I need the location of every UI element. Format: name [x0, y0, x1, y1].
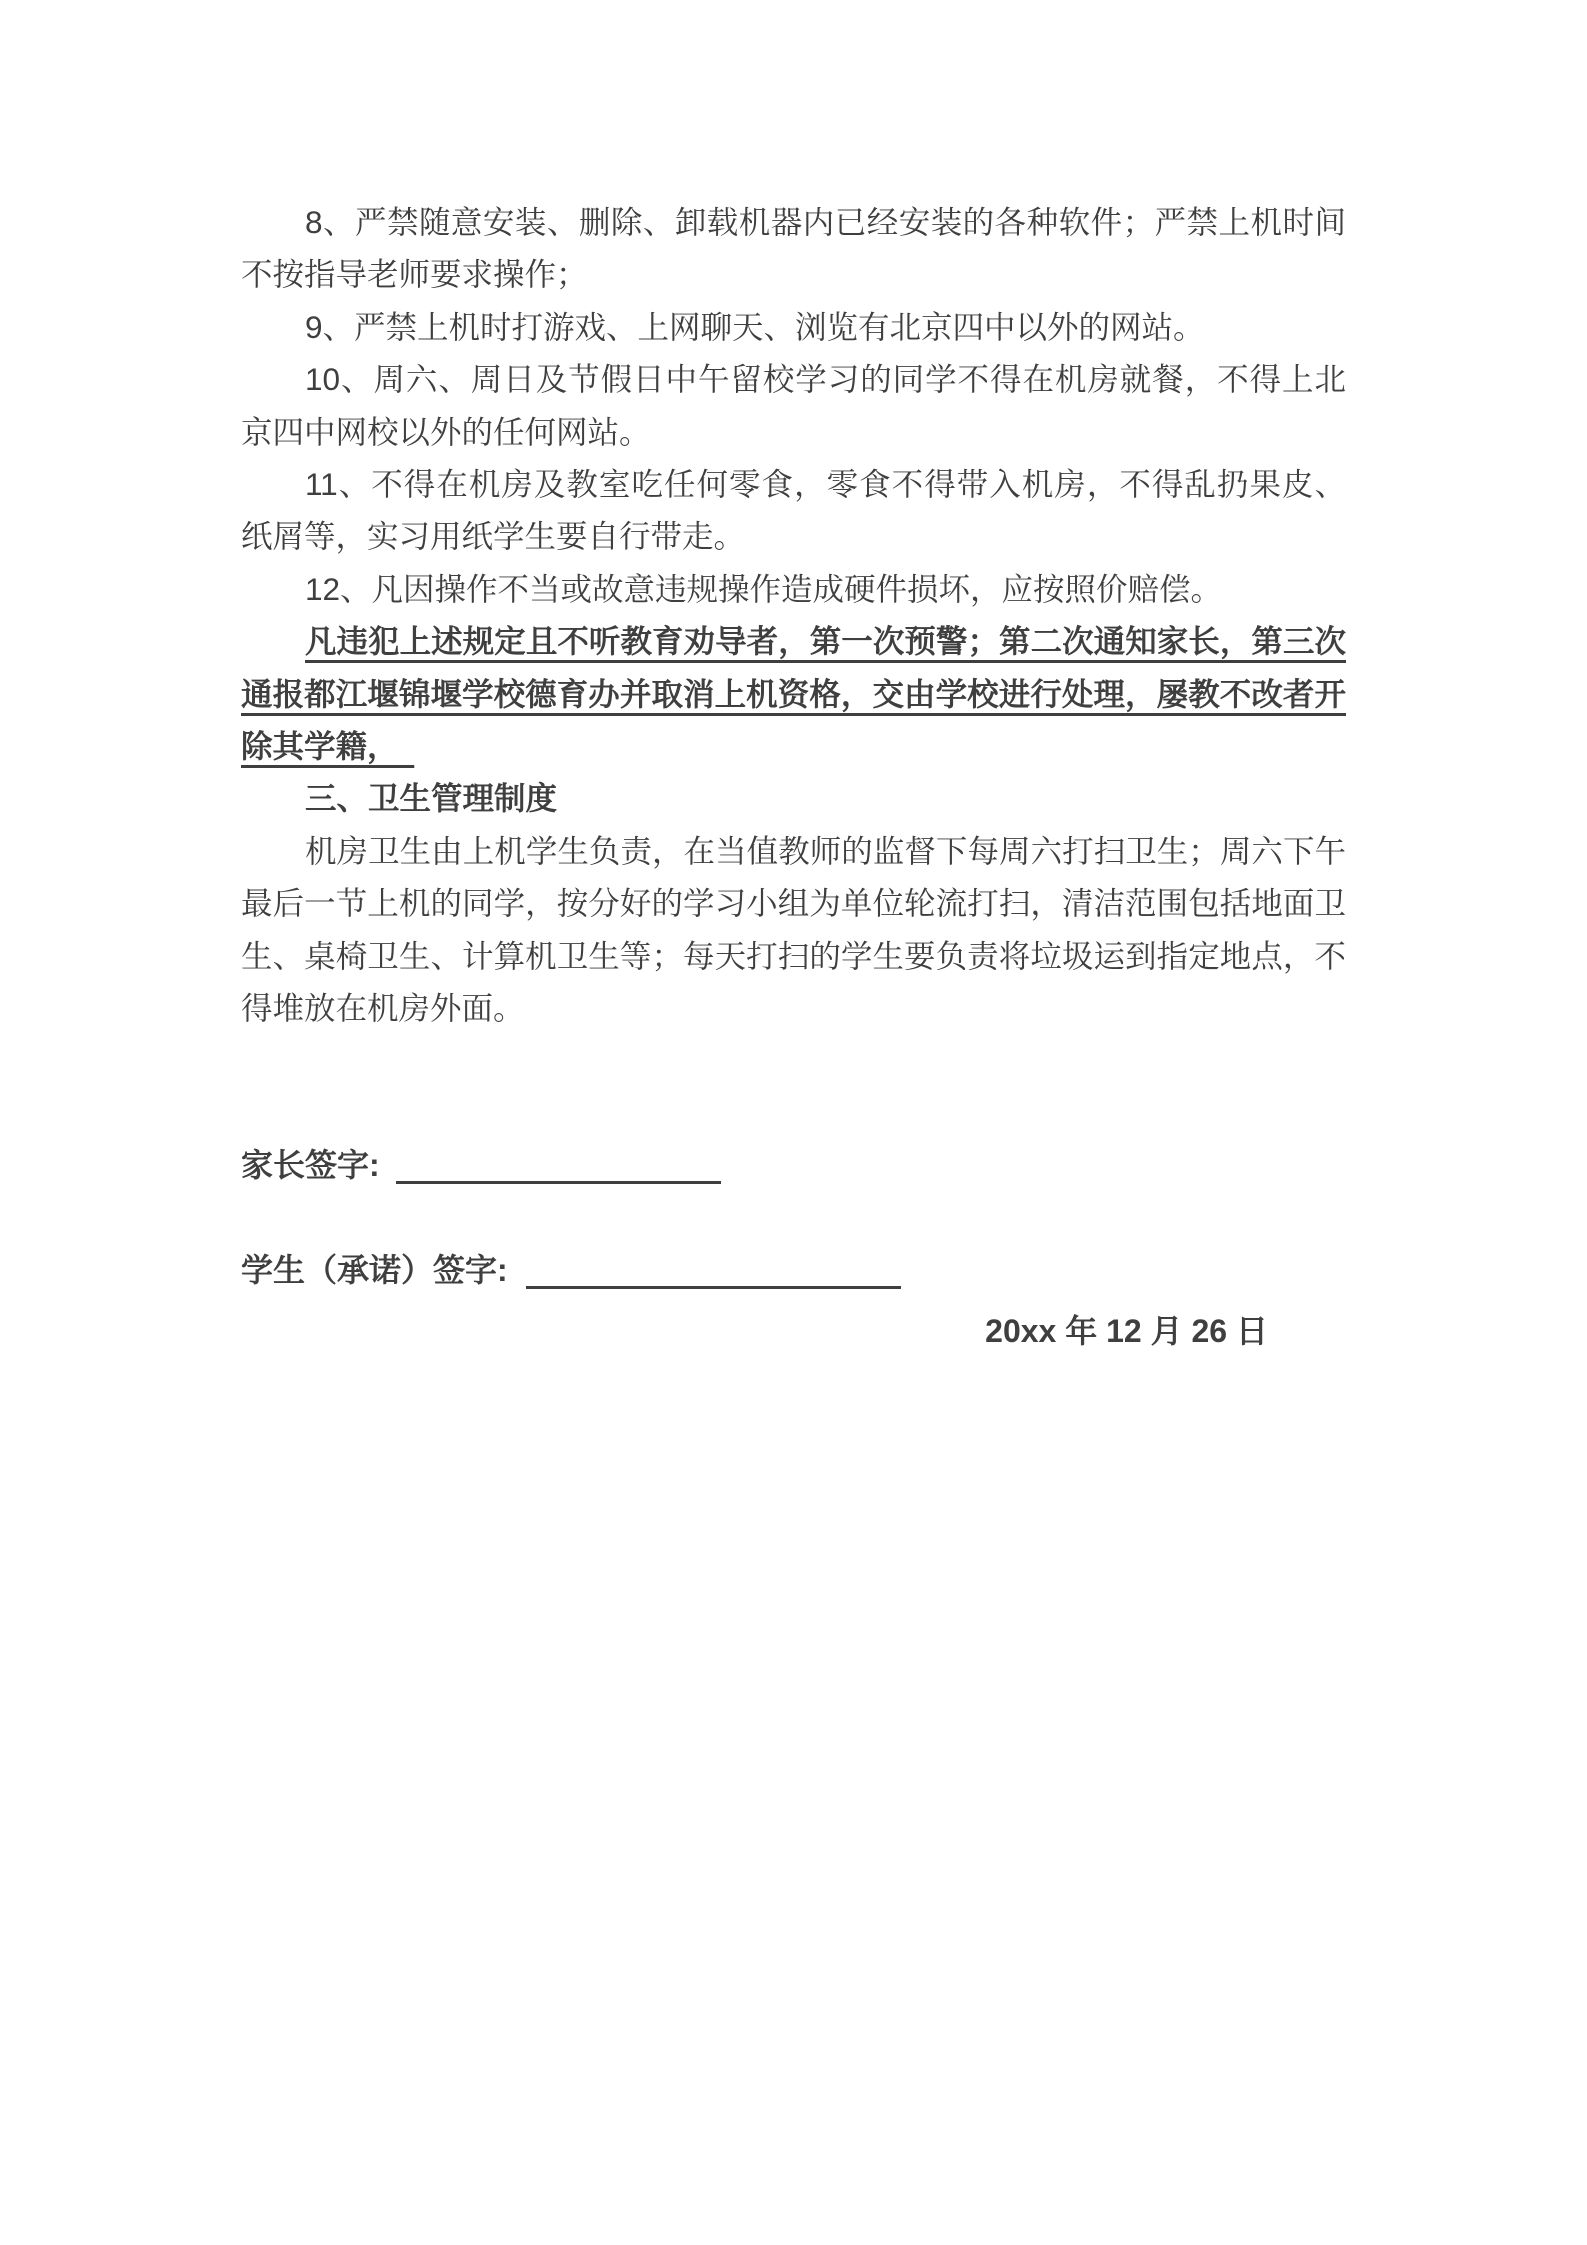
student-signature-blank-line[interactable]	[526, 1286, 901, 1289]
text-line: 12、凡因操作不当或故意违规操作造成硬件损坏，应按照价赔偿。	[305, 570, 1223, 607]
parent-signature-blank-line[interactable]	[396, 1181, 721, 1184]
document-paragraph-lines	[241, 196, 1346, 1035]
text-line: 11、不得在机房及教室吃任何零食，零食不得带入机房，不得乱扔果皮、	[305, 466, 1346, 503]
text-line: 10、周六、周日及节假日中午留校学习的同学不得在机房就餐，不得上北	[305, 361, 1346, 398]
underlined-text: 凡违犯上述规定且不听教育劝导者，第一次预警；第二次通知家长，第三次	[305, 623, 1346, 660]
text-line	[241, 615, 1346, 667]
text-line	[241, 720, 1346, 772]
text-line: 三、卫生管理制度	[305, 780, 558, 817]
text-line: 京四中网校以外的任何网站。	[241, 413, 651, 450]
underlined-text: 除其学籍，	[241, 728, 415, 765]
underlined-text: 通报都江堰锦堰学校德育办并取消上机资格，交由学校进行处理，屡教不改者开	[241, 675, 1346, 712]
text-line: 得堆放在机房外面。	[241, 990, 525, 1027]
text-line: 不按指导老师要求操作；	[241, 256, 588, 293]
text-line: 8、严禁随意安装、删除、卸载机器内已经安装的各种软件；严禁上机时间	[305, 204, 1346, 240]
student-signature-label: 学生（承诺）签字:	[241, 1252, 508, 1289]
document-date: 20xx 年 12 月 26 日	[985, 1312, 1268, 1349]
text-line	[241, 668, 1346, 720]
text-line: 机房卫生由上机学生负责，在当值教师的监督下每周六打扫卫生；周六下午	[305, 832, 1346, 869]
parent-signature-label: 家长签字:	[241, 1147, 380, 1184]
text-line: 纸屑等，实习用纸学生要自行带走。	[241, 518, 746, 555]
text-line: 生、桌椅卫生、计算机卫生等；每天打扫的学生要负责将垃圾运到指定地点，不	[241, 937, 1346, 974]
student-signature-row	[241, 1244, 1346, 1296]
parent-signature-row	[241, 1139, 1346, 1191]
text-line: 最后一节上机的同学，按分好的学习小组为单位轮流打扫，清洁范围包括地面卫	[241, 885, 1346, 922]
text-line: 9、严禁上机时打游戏、上网聊天、浏览有北京四中以外的网站。	[305, 308, 1205, 345]
